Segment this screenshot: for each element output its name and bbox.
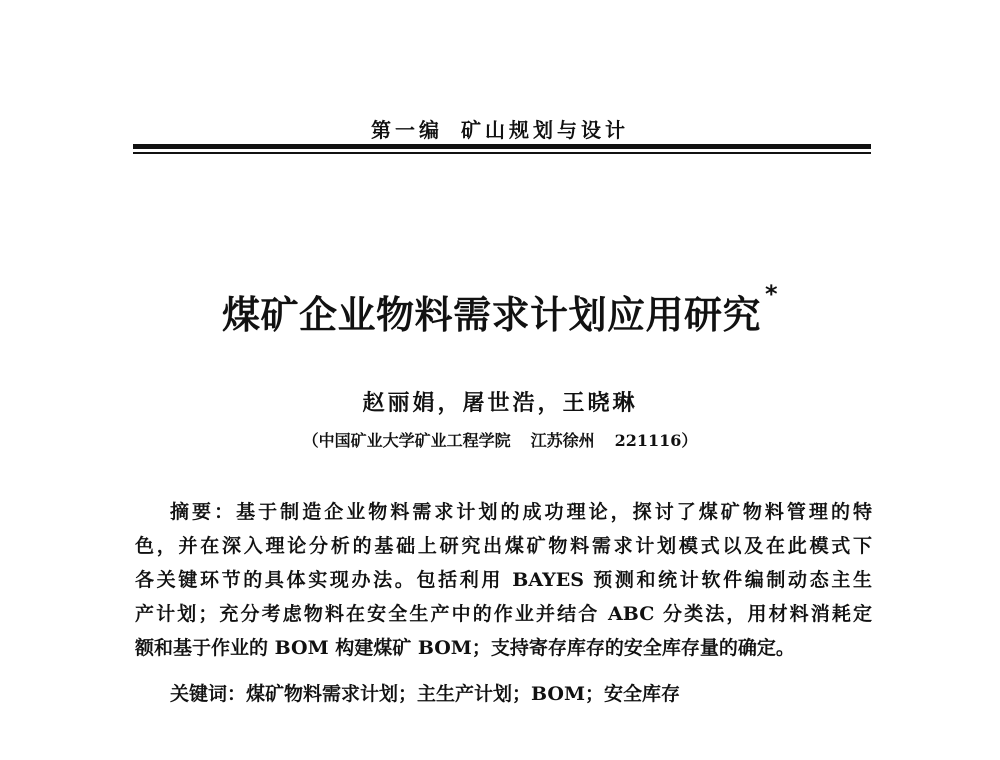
- abstract-line-5: 额和基于作业的 BOM 构建煤矿 BOM；支持寄存库存的安全库存量的确定。: [135, 637, 795, 659]
- keywords-text: 煤矿物料需求计划；主生产计划；BOM；安全库存: [246, 683, 681, 705]
- affiliation-open-paren: （: [302, 431, 319, 450]
- keywords: [170, 678, 680, 710]
- header-rule-thick: [133, 144, 871, 149]
- abstract-line-1: [170, 496, 872, 528]
- affiliation-postcode: 221116: [614, 431, 682, 450]
- affiliation-close-paren: ）: [681, 431, 698, 450]
- paper-title-text: 煤矿企业物料需求计划应用研究: [221, 293, 761, 337]
- running-header-section: 矿山规划与设计: [461, 118, 629, 142]
- abstract-line-1-text: 基于制造企业物料需求计划的成功理论，探讨了煤矿物料管理的特: [236, 501, 872, 523]
- title-footnote-mark: *: [764, 280, 779, 308]
- abstract-label: 摘要：: [170, 501, 237, 523]
- affiliation-school: 中国矿业大学矿业工程学院: [318, 431, 511, 450]
- running-header-part: 第一编: [371, 118, 443, 142]
- abstract-line-4: 产计划；充分考虑物料在安全生产中的作业并结合 ABC 分类法，用材料消耗定: [135, 603, 872, 625]
- paper-authors: 赵丽娟，屠世浩，王晓琳: [362, 390, 638, 416]
- running-header: [0, 114, 1000, 143]
- header-rule-thin: [133, 152, 871, 154]
- abstract-line-3: 各关键环节的具体实现办法。包括利用 BAYES 预测和统计软件编制动态主生: [135, 569, 872, 591]
- paper-title: [0, 280, 1000, 339]
- abstract-line-2: 色，并在深入理论分析的基础上研究出煤矿物料需求计划模式以及在此模式下: [135, 535, 872, 557]
- keywords-label: 关键词：: [170, 683, 247, 705]
- affiliation-city: 江苏徐州: [530, 431, 595, 450]
- paper-affiliation: [0, 428, 1000, 451]
